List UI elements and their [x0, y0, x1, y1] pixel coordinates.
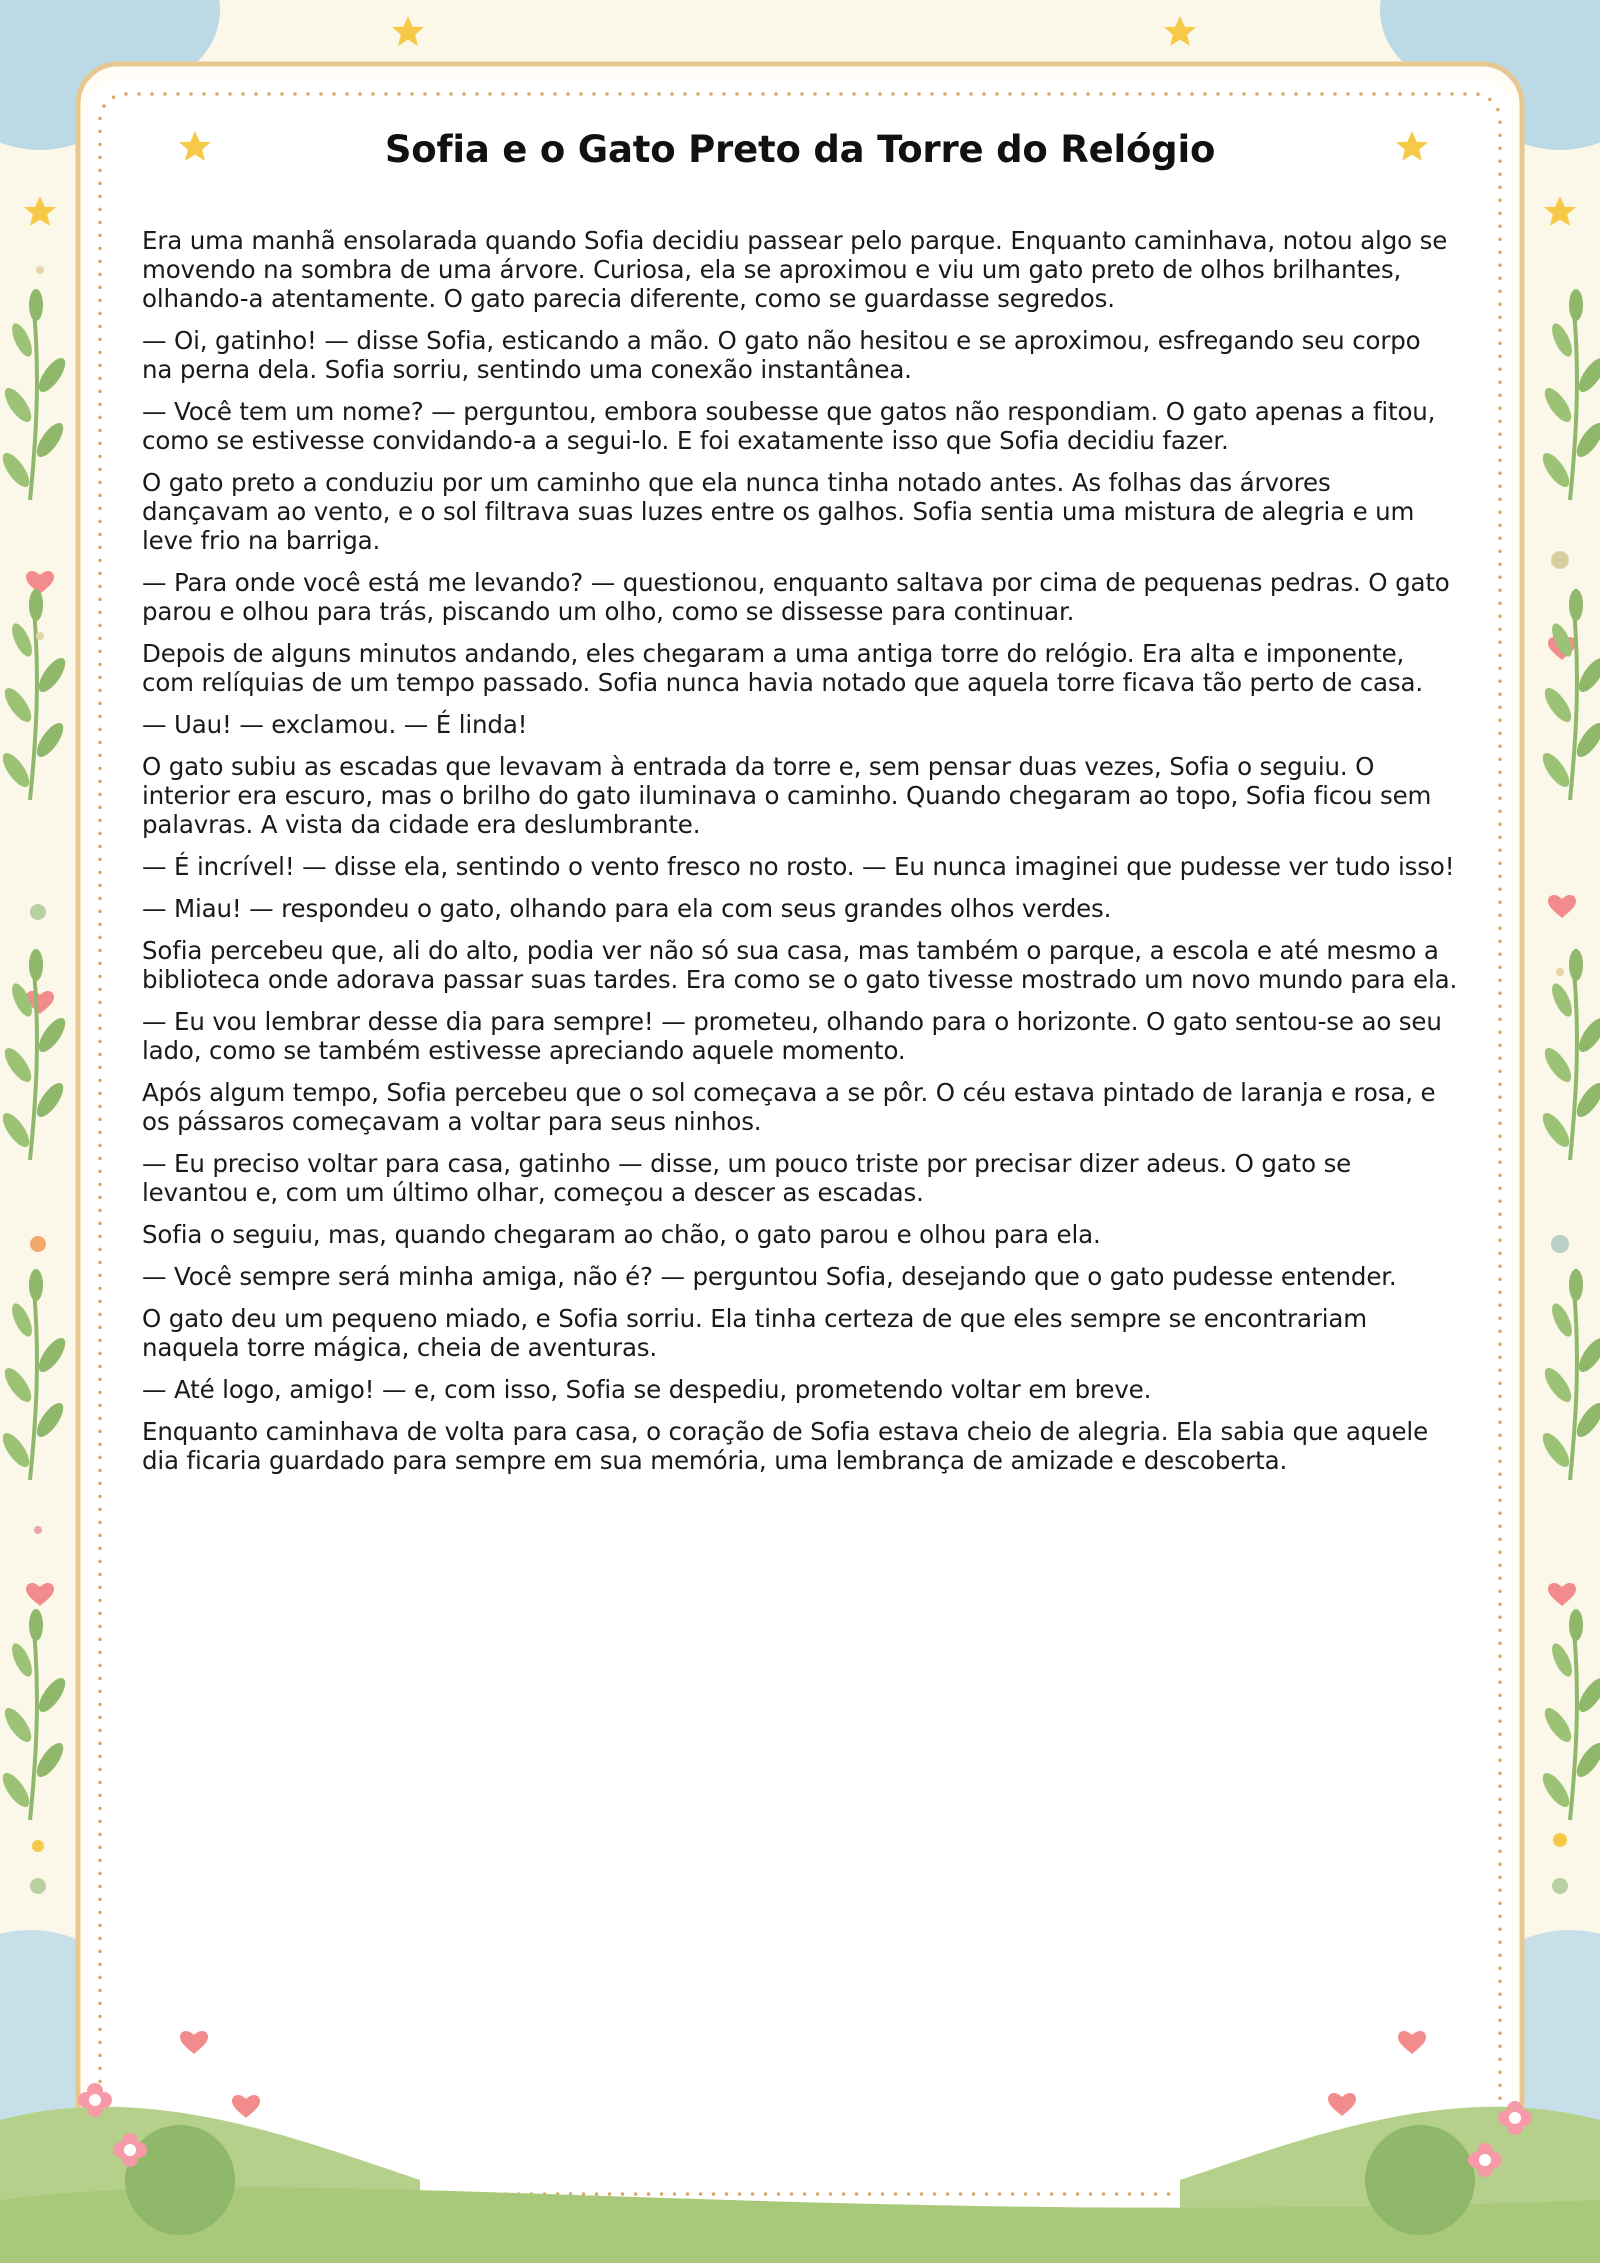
story-paragraph: Sofia o seguiu, mas, quando chegaram ao chão, o gato parou e olhou para ela. [142, 1220, 1101, 1249]
story-paragraph: — Eu vou lembrar desse dia para sempre! — prometeu, olhando para o horizonte. O gato sentou-se ao seu lado, como se também estivesse apreciando aquele momento. [142, 1007, 1442, 1065]
story-paragraph: O gato deu um pequeno miado, e Sofia sorriu. Ela tinha certeza de que eles sempre se encontrariam naquela torre mágica, cheia de aventuras. [142, 1304, 1367, 1362]
story-paragraph: Sofia percebeu que, ali do alto, podia ver não só sua casa, mas também o parque, a escola e até mesmo a biblioteca onde adorava passar suas tardes. Era como se o gato tivesse mostrado um novo mundo para ela. [142, 936, 1458, 994]
story-paragraph: — Miau! — respondeu o gato, olhando para ela com seus grandes olhos verdes. [142, 894, 1112, 923]
story-paragraph: O gato preto a conduziu por um caminho que ela nunca tinha notado antes. As folhas das árvores dançavam ao vento, e o sol filtrava suas luzes entre os galhos. Sofia sentia uma mistura de alegria e um leve frio na barriga. [142, 468, 1415, 555]
story-paragraph: — Oi, gatinho! — disse Sofia, esticando a mão. O gato não hesitou e se aproximou, esfregando seu corpo na perna dela. Sofia sorriu, sentindo uma conexão instantânea. [142, 326, 1421, 384]
story-body [142, 226, 1458, 1488]
story-paragraph: — Eu preciso voltar para casa, gatinho — disse, um pouco triste por precisar dizer adeus. O gato se levantou e, com um último olhar, começou a descer as escadas. [142, 1149, 1352, 1207]
story-paragraph: — Até logo, amigo! — e, com isso, Sofia se despediu, prometendo voltar em breve. [142, 1375, 1152, 1404]
story-paragraph: Enquanto caminhava de volta para casa, o coração de Sofia estava cheio de alegria. Ela sabia que aquele dia ficaria guardado para sempre em sua memória, uma lembrança de amizade e descoberta. [142, 1417, 1429, 1475]
story-paragraph: — É incrível! — disse ela, sentindo o vento fresco no rosto. — Eu nunca imaginei que pudesse ver tudo isso! [142, 852, 1455, 881]
story-paragraph: Depois de alguns minutos andando, eles chegaram a uma antiga torre do relógio. Era alta e imponente, com relíquias de um tempo passado. Sofia nunca havia notado que aquela torre ficava tão perto de casa. [142, 639, 1423, 697]
page-title: Sofia e o Gato Preto da Torre do Relógio [384, 128, 1216, 171]
story-paragraph: — Você sempre será minha amiga, não é? — perguntou Sofia, desejando que o gato pudesse entender. [142, 1262, 1397, 1291]
story-paragraph: O gato subiu as escadas que levavam à entrada da torre e, sem pensar duas vezes, Sofia o seguiu. O interior era escuro, mas o brilho do gato iluminava o caminho. Quando chegaram ao topo, Sofia ficou sem palavras. A vista da cidade era deslumbrante. [142, 752, 1432, 839]
story-paragraph: — Uau! — exclamou. — É linda! [142, 710, 528, 739]
story-paragraph: — Você tem um nome? — perguntou, embora soubesse que gatos não respondiam. O gato apenas a fitou, como se estivesse convidando-a a segui-lo. E foi exatamente isso que Sofia decidiu fazer. [142, 397, 1436, 455]
story-paragraph: Era uma manhã ensolarada quando Sofia decidiu passear pelo parque. Enquanto caminhava, notou algo se movendo na sombra de uma árvore. Curiosa, ela se aproximou e viu um gato preto de olhos brilhantes, olhando-a atentamente. O gato parecia diferente, como se guardasse segredos. [142, 226, 1448, 313]
story-paragraph: — Para onde você está me levando? — questionou, enquanto saltava por cima de pequenas pedras. O gato parou e olhou para trás, piscando um olho, como se dissesse para continuar. [142, 568, 1450, 626]
story-paragraph: Após algum tempo, Sofia percebeu que o sol começava a se pôr. O céu estava pintado de laranja e rosa, e os pássaros começavam a voltar para seus ninhos. [142, 1078, 1436, 1136]
